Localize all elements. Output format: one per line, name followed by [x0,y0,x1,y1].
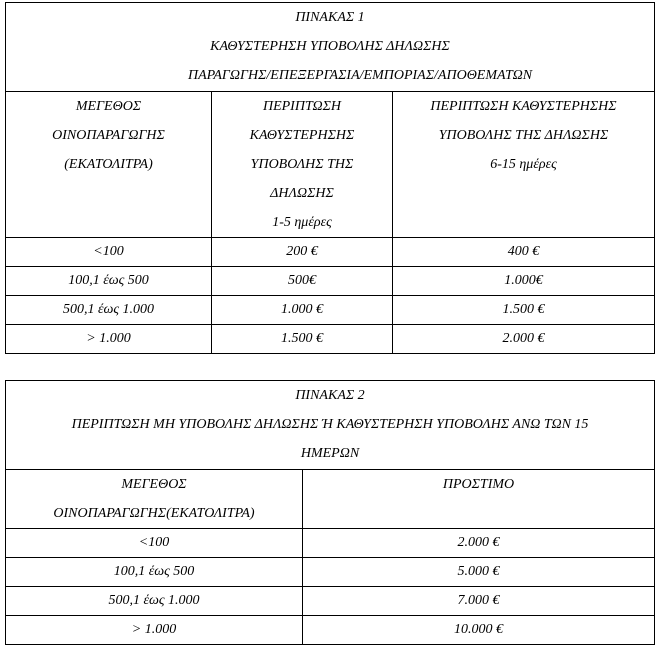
table2-header-fine-line-1: ΠΡΟΣΤΙΜΟ [442,477,515,492]
table1-cell: 1.500 € [212,325,393,354]
penalty-table-1 [5,2,655,354]
penalty-table-2 [5,380,655,645]
table1-cell: 100,1 έως 500 [6,267,212,296]
table-row [6,296,655,325]
table2-header-size [6,470,303,529]
table1-cell: > 1.000 [6,325,212,354]
table1-header-size-line-2: ΟΙΝΟΠΑΡΑΓΩΓΗΣ [52,128,165,143]
table-row [6,587,655,616]
table1-header-delay-1-5 [212,92,393,238]
table1-title-line-3: ΠΑΡΑΓΩΓΗΣ/ΕΠΕΞΕΡΓΑΣΙΑ/ΕΜΠΟΡΙΑΣ/ΑΠΟΘΕΜΑΤΩΝ [187,68,533,83]
table2-title-line-2: ΠΕΡΙΠΤΩΣΗ ΜΗ ΥΠΟΒΟΛΗΣ ΔΗΛΩΣΗΣ Ή ΚΑΘΥΣΤΕΡΗΣΗ ΥΠΟΒΟΛΗΣ ΑΝΩ ΤΩΝ 15 [71,417,589,432]
table1-header-delay-1-5-line-3: ΥΠΟΒΟΛΗΣ ΤΗΣ [250,157,354,172]
table2-title-line-1: ΠΙΝΑΚΑΣ 2 [295,388,365,403]
table2-cell: 10.000 € [303,616,655,645]
table2-cell: 5.000 € [303,558,655,587]
table1-header-delay-1-5-line-2: ΚΑΘΥΣΤΕΡΗΣΗΣ [249,128,355,143]
table2-cell: 100,1 έως 500 [6,558,303,587]
table1-cell: 1.000 € [212,296,393,325]
table2-header-size-line-2: ΟΙΝΟΠΑΡΑΓΩΓΗΣ(ΕΚΑΤΟΛΙΤΡΑ) [53,506,255,521]
table1-cell: <100 [6,238,212,267]
table-row [6,325,655,354]
table2-cell: > 1.000 [6,616,303,645]
table2-cell: 500,1 έως 1.000 [6,587,303,616]
table2-header-size-line-1: ΜΕΓΕΘΟΣ [121,477,187,492]
table1-cell: 200 € [212,238,393,267]
table-row [6,267,655,296]
table2-cell: <100 [6,529,303,558]
table1-title-line-2: ΚΑΘΥΣΤΕΡΗΣΗ ΥΠΟΒΟΛΗΣ ΔΗΛΩΣΗΣ [210,39,450,54]
table1-cell: 2.000 € [393,325,655,354]
table1-header-size-line-3: (ΕΚΑΤΟΛΙΤΡΑ) [64,157,153,172]
table-row [6,558,655,587]
table2-title-line-3: ΗΜΕΡΩΝ [300,446,360,461]
table-row [6,529,655,558]
table1-cell: 1.000€ [393,267,655,296]
table1-header-delay-1-5-line-1: ΠΕΡΙΠΤΩΣΗ [262,99,342,114]
table1-header-delay-1-5-line-5: 1-5 ημέρες [272,215,332,230]
table1-header-delay-6-15 [393,92,655,238]
table1-header-delay-6-15-line-2: ΥΠΟΒΟΛΗΣ ΤΗΣ ΔΗΛΩΣΗΣ [438,128,609,143]
table1-cell: 400 € [393,238,655,267]
table2-title [6,381,655,470]
table1-header-delay-6-15-line-3: 6-15 ημέρες [490,157,557,172]
table2-cell: 2.000 € [303,529,655,558]
table1-cell: 1.500 € [393,296,655,325]
table1-header-delay-6-15-line-1: ΠΕΡΙΠΤΩΣΗ ΚΑΘΥΣΤΕΡΗΣΗΣ [430,99,617,114]
table1-cell: 500€ [212,267,393,296]
table-row [6,616,655,645]
table2-cell: 7.000 € [303,587,655,616]
table1-header-size-line-1: ΜΕΓΕΘΟΣ [75,99,142,114]
table1-header-delay-1-5-line-4: ΔΗΛΩΣΗΣ [270,186,334,201]
table1-title-line-1: ΠΙΝΑΚΑΣ 1 [295,10,365,25]
table1-title [6,3,655,92]
table1-cell: 500,1 έως 1.000 [6,296,212,325]
table-row [6,238,655,267]
table1-header-size [6,92,212,238]
table2-header-fine [303,470,655,529]
